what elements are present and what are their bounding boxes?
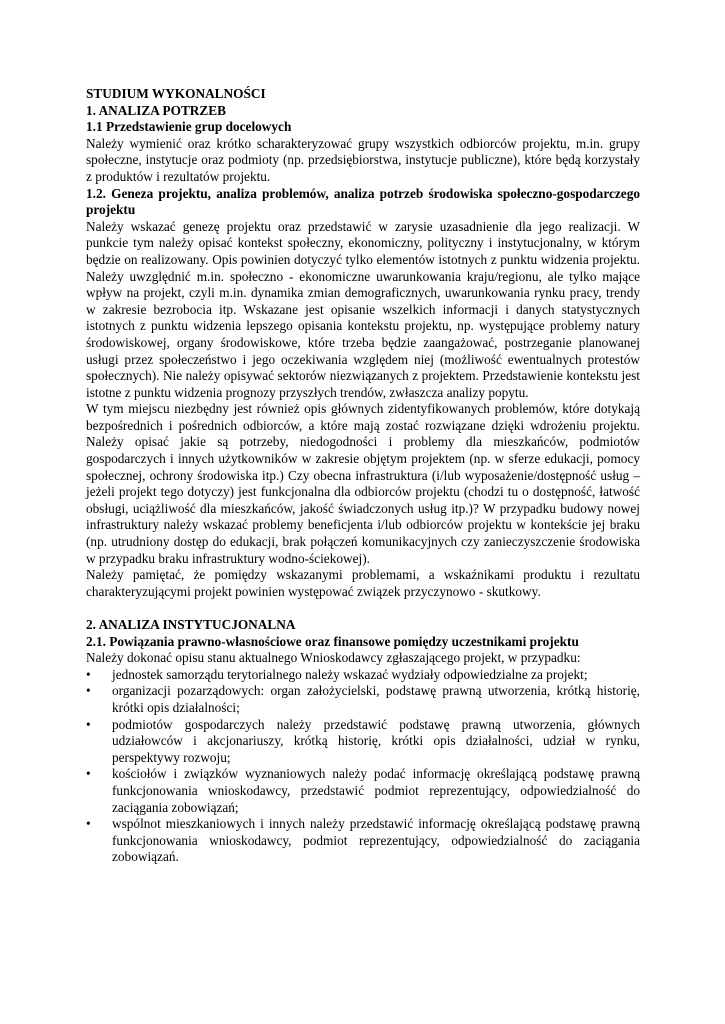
list-item-text: organizacji pozarządowych: organ założycielski, podstawę prawną utworzenia, krótką historię, krótki opis działalności; — [112, 683, 640, 715]
list-item — [86, 667, 640, 684]
section-1-1-text: Należy wymienić oraz krótko scharakteryzować grupy wszystkich odbiorców projektu, m.in. grupy społeczne, instytucje oraz podmioty (np. przedsiębiorstwa, instytucje publiczne), które będą korzystały z produktów i rezultatów projektu. — [86, 135, 640, 184]
section-2-1-bullet-list — [86, 667, 640, 866]
section-1-2-paragraph-1: Należy wskazać genezę projektu oraz przedstawić w zarysie uzasadnienie dla jego realizacji. W punkcie tym należy opisać kontekst społeczny, ekonomiczny, polityczny i instytucjonalny, w którym będzie on realizowany. Opis powinien dotyczyć tylko elementów istotnych z punktu widzenia projektu. Należy uwzględnić m.in. społeczno - ekonomiczne uwarunkowania kraju/regionu, ale tylko mające wpływ na projekt, czyli m.in. dynamika zmian demograficznych, uwarunkowania rynku pracy, trendy w zakresie bezrobocia itp. Wskazane jest opisanie wszelkich informacji i danych statystycznych istotnych z punktu widzenia lepszego opisania kontekstu projektu, np. występujące problemy natury środowiskowej, organy środowiskowe, które trzeba będzie zaangażować, postrzeganie planowanej usługi przez społeczeństwo i jego oczekiwania względem niej (możliwość ewentualnych protestów społecznych). Nie należy opisywać sektorów niezwiązanych z projektem. Przedstawienie kontekstu jest istotne z punktu widzenia prognozy przyszłych trendów, zwłaszcza analizy popytu. — [86, 218, 640, 400]
section-1-1-heading: 1.1 Przedstawienie grup docelowych — [86, 119, 292, 135]
bullet-icon: • — [86, 816, 91, 832]
bullet-icon: • — [86, 666, 91, 682]
list-item-text: kościołów i związków wyznaniowych należy podać informację określającą podstawę prawną funkcjonowania wnioskodawcy, przedstawić podmiot reprezentujący, odpowiedzialność do zaciągania zobowiązań; — [112, 766, 640, 815]
list-item-text: wspólnot mieszkaniowych i innych należy przedstawić informację określającą podstawę prawną funkcjonowania wnioskodawcy, podmiot reprezentujący, odpowiedzialność do zaciągania zobowiązań. — [112, 816, 640, 865]
section-1-2-paragraph-2: W tym miejscu niezbędny jest również opis głównych zidentyfikowanych problemów, które dotykają bezpośrednich i pośrednich odbiorców, a które mają zostać rozwiązane dzięki wdrożeniu projektu. Należy opisać jakie są potrzeby, niedogodności i problemy dla mieszkańców, podmiotów gospodarczych i innych użytkowników w zakresie objętym projektem (np. w sferze edukacji, pomocy społecznej, ochrony środowiska itp.) Czy obecna infrastruktura (i/lub wyposażenie/dostępność usług – jeżeli projekt tego dotyczy) jest funkcjonalna dla odbiorców projektu (chodzi tu o dostępność, łatwość obsługi, uciążliwość dla mieszkańców, jakość świadczonych usług itp.)? W przypadku budowy nowej infrastruktury należy wskazać problemy beneficjenta i/lub odbiorców projektu w kontekście jej braku (np. utrudniony dostęp do edukacji, brak połączeń komunikacyjnych czy zanieczyszczenie środowiska w przypadku braku infrastruktury wodno-ściekowej). — [86, 401, 640, 566]
section-2-heading: 2. ANALIZA INSTYTUCJONALNA — [86, 617, 296, 632]
list-item — [86, 816, 640, 866]
bullet-icon: • — [86, 766, 91, 782]
list-item — [86, 766, 640, 816]
bullet-icon: • — [86, 683, 91, 699]
list-item-text: podmiotów gospodarczych należy przedstawić podstawę prawną utworzenia, głównych udziałowców i akcjonariuszy, krótką historię, krótki opis działalności, udział w rynku, perspektywy rozwoju; — [112, 716, 640, 765]
section-1-2-paragraph-3: Należy pamiętać, że pomiędzy wskazanymi problemami, a wskaźnikami produktu i rezultatu charakteryzującymi projekt powinien występować związek przyczynowo - skutkowy. — [86, 567, 640, 599]
document-title: STUDIUM WYKONALNOŚCI — [86, 86, 266, 101]
section-1-heading: 1. ANALIZA POTRZEB — [86, 102, 227, 118]
section-1-2-heading: 1.2. Geneza projektu, analiza problemów, analiza potrzeb środowiska społeczno-gospodarczego projektu — [86, 185, 640, 218]
list-item-text: jednostek samorządu terytorialnego należy wskazać wydziały odpowiedzialne za projekt; — [112, 666, 588, 682]
section-2-1-heading: 2.1. Powiązania prawno-własnościowe oraz finansowe pomiędzy uczestnikami projektu — [86, 633, 579, 649]
bullet-icon: • — [86, 716, 91, 732]
list-item — [86, 683, 640, 716]
document-page — [86, 86, 640, 866]
list-item — [86, 717, 640, 767]
section-spacer — [86, 600, 640, 617]
section-2-1-intro: Należy dokonać opisu stanu aktualnego Wnioskodawcy zgłaszającego projekt, w przypadku: — [86, 650, 581, 666]
